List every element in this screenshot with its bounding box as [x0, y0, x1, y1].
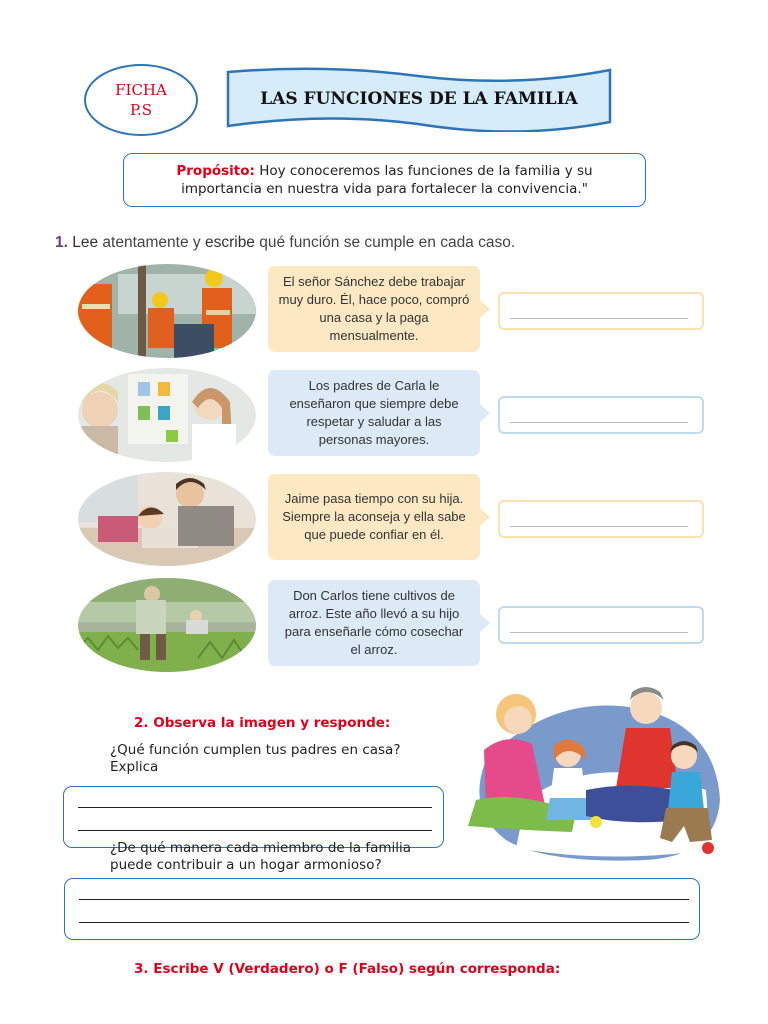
- ficha-badge: [84, 64, 198, 136]
- activity1-instruction: [55, 234, 515, 252]
- answer-box-harmonious-home[interactable]: [64, 878, 700, 940]
- purpose-body: Hoy conoceremos las funciones de la familia y su importancia en nuestra vida para fortalecer la convivencia.": [181, 163, 593, 197]
- case-row: [78, 264, 704, 360]
- case-row: [78, 368, 704, 464]
- instruction-text: atentamente y: [98, 234, 201, 251]
- write-line: [78, 830, 432, 831]
- title-banner: [226, 66, 612, 132]
- write-line: [79, 922, 689, 923]
- ficha-label: FICHA: [115, 81, 167, 99]
- father-daughter-photo: [78, 472, 256, 566]
- purpose-text: [138, 162, 631, 198]
- answer-box-parents-function[interactable]: [63, 786, 444, 848]
- question-parents-function: ¿Qué función cumplen tus padres en casa? Explica: [110, 742, 401, 775]
- page-title: LAS FUNCIONES DE LA FAMILIA: [260, 89, 578, 109]
- answer-field-3[interactable]: [498, 500, 704, 538]
- case-text-bubble: El señor Sánchez debe trabajar muy duro. Él, hace poco, compró una casa y la paga mensualmente.: [268, 266, 480, 352]
- activity3-title: 3. Escribe V (Verdadero) o F (Falso) según corresponda:: [134, 961, 561, 977]
- purpose-label: Propósito:: [176, 163, 255, 179]
- family-illustration-image: [446, 680, 722, 862]
- grandmother-girl-photo-image: [78, 368, 256, 462]
- workers-photo-image: [78, 264, 256, 358]
- activity1-number: 1.: [55, 234, 68, 251]
- instruction-verb-write: escribe: [200, 234, 255, 251]
- case-text-bubble: Jaime pasa tiempo con su hija. Siempre la aconseja y ella sabe que puede confiar en él.: [268, 474, 480, 560]
- rice-field-photo-image: [78, 578, 256, 672]
- case-text-bubble: Don Carlos tiene cultivos de arroz. Este año llevó a su hijo para enseñarle cómo cosechar el arroz.: [268, 580, 480, 666]
- answer-field-1[interactable]: [498, 292, 704, 330]
- case-row: [78, 472, 704, 568]
- ficha-code: P.S: [129, 101, 153, 119]
- grandmother-girl-photo: [78, 368, 256, 462]
- write-line: [78, 807, 432, 808]
- father-daughter-photo-image: [78, 472, 256, 566]
- answer-line: [510, 526, 688, 527]
- activity2-title: 2. Observa la imagen y responde:: [134, 715, 391, 731]
- family-illustration: [446, 680, 722, 862]
- rice-field-photo: [78, 578, 256, 672]
- purpose-box: [123, 153, 646, 207]
- case-text-bubble: Los padres de Carla le enseñaron que siempre debe respetar y saludar a las personas mayores.: [268, 370, 480, 456]
- instruction-verb-read: Lee: [67, 234, 99, 251]
- case-row: [78, 578, 704, 674]
- answer-field-4[interactable]: [498, 606, 704, 644]
- instruction-text-end: qué función se cumple en cada caso.: [254, 234, 516, 251]
- write-line: [79, 899, 689, 900]
- answer-line: [510, 318, 688, 319]
- workers-photo: [78, 264, 256, 358]
- question-harmonious-home: ¿De qué manera cada miembro de la familia puede contribuir a un hogar armonioso?: [110, 840, 412, 873]
- answer-field-2[interactable]: [498, 396, 704, 434]
- answer-line: [510, 632, 688, 633]
- answer-line: [510, 422, 688, 423]
